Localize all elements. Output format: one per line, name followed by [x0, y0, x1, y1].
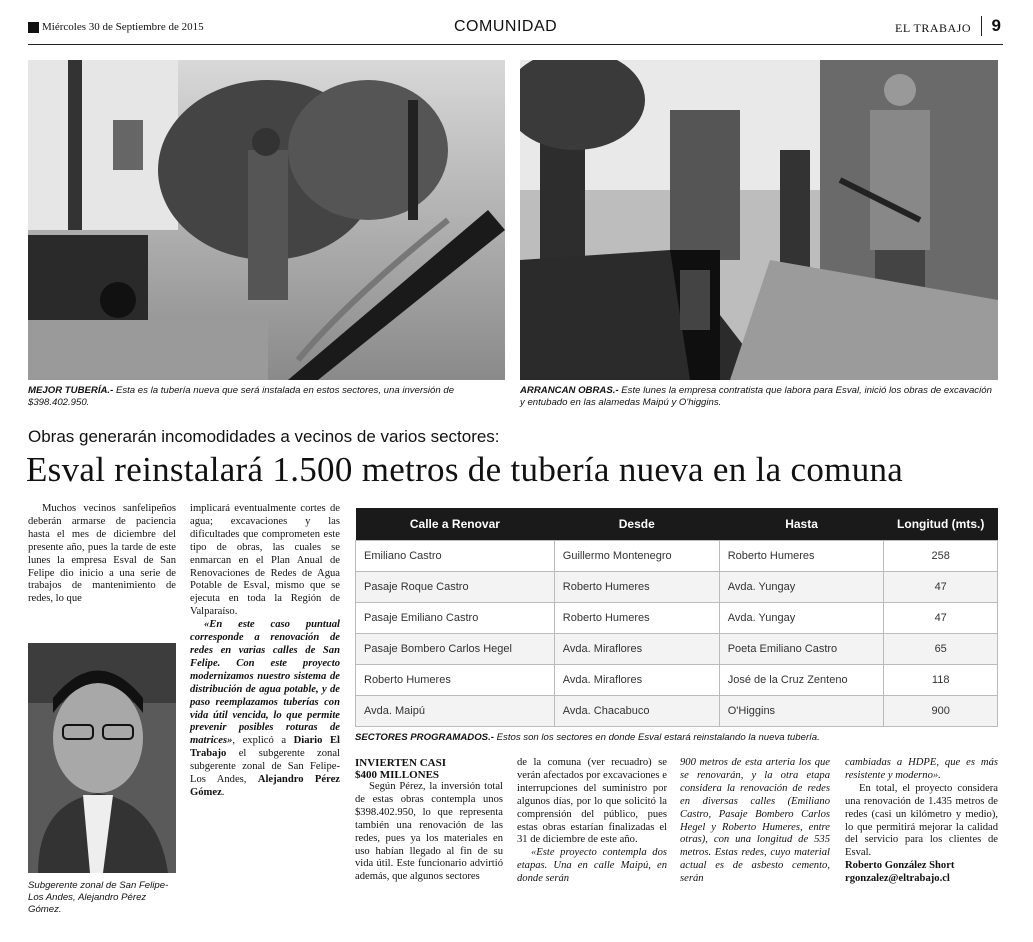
column-3 [355, 757, 503, 884]
portrait-image [28, 643, 176, 873]
pipe-photo-caption [28, 385, 505, 409]
table-header-row [356, 508, 998, 541]
square-bullet-icon [28, 22, 39, 33]
col4-paragraph: de la comuna (ver recuadro) se verán afectados por excavaciones e interrupciones del suministro por algunos días, por lo que solicitó la comprensión del público, pues estas obras estarían finalizadas el 31 de diciembre de este año. [517, 757, 667, 846]
table-cell: 47 [884, 603, 998, 634]
sectors-table [355, 508, 998, 727]
column-2 [190, 503, 340, 800]
table-cell: Avda. Miraflores [554, 665, 719, 696]
page-header [28, 18, 1003, 45]
table-header-cell: Longitud (mts.) [884, 508, 998, 541]
excavation-caption-text: Este lunes la empresa contratista que labora para Esval, inició los obras de excavación y entubado en las alamedas Maipú y O'higgins. [520, 385, 992, 408]
table-cell: Poeta Emiliano Castro [719, 634, 884, 665]
table-cell: O'Higgins [719, 696, 884, 727]
table-cell: Avda. Maipú [356, 696, 555, 727]
pipe-caption-lead: MEJOR TUBERÍA.- [28, 385, 114, 396]
article-kicker: Obras generarán incomodidades a vecinos de varios sectores: [28, 427, 500, 446]
table-cell: Roberto Humeres [554, 572, 719, 603]
col2-after-quote: , explicó a [232, 735, 294, 747]
table-row [356, 572, 998, 603]
table-cell: Emiliano Castro [356, 541, 555, 572]
article-headline: Esval reinstalará 1.500 metros de tubería nueva en la comuna [26, 450, 904, 489]
page-number: 9 [981, 16, 1001, 36]
col2-quote: «En este caso puntual corresponde a renovación de redes en varias calles de San Felipe. Con este proyecto modernizamos nuestro sistema de distribución de agua potable, y de paso reemplazamos tuberías con vida útil vencida, lo que permite prevenir posibles roturas de matrices» [190, 619, 340, 747]
table-row [356, 696, 998, 727]
col2-end: . [221, 786, 225, 798]
issue-date [28, 21, 204, 33]
col6-paragraph: En total, el proyecto considera una renovación de 1.435 metros de redes (casi un kilómetro y medio), lo que permitirá mejorar la calidad del servicio para los clientes de Esval. [845, 782, 998, 859]
table-header-cell: Calle a Renovar [356, 508, 555, 541]
table-cell: 118 [884, 665, 998, 696]
column-5 [680, 757, 830, 886]
portrait-caption: Subgerente zonal de San Felipe-Los Andes, Alejandro Pérez Gómez. [28, 880, 169, 915]
table-cell: Roberto Humeres [356, 665, 555, 696]
table-cell: Pasaje Roque Castro [356, 572, 555, 603]
excavation-photo-image [520, 60, 998, 380]
table-cell: Avda. Yungay [719, 572, 884, 603]
table-cell: Roberto Humeres [554, 603, 719, 634]
table-row [356, 634, 998, 665]
pipe-photo-image [28, 60, 505, 380]
author-name: Roberto González Short [845, 860, 955, 872]
table-row [356, 603, 998, 634]
section-name: COMUNIDAD [454, 18, 558, 35]
sectors-table-box [355, 508, 998, 727]
col2-paragraph: implicará eventualmente cortes de agua; excavaciones y las dificultades que comprometen este tipo de obras, las cuales se enmarcan en el Plan Anual de Renovaciones de Redes de Agua Potable de Esval, mismo que se ejecuta en toda la Región de Valparaíso. [190, 503, 340, 618]
table-caption [355, 732, 998, 744]
author-email: rgonzalez@eltrabajo.cl [845, 873, 950, 885]
excavation-photo [520, 60, 998, 380]
col2-outlet: Diario El Trabajo [190, 735, 340, 760]
col2-rest: el subgerente zonal subgerente zonal de San Felipe-Los Andes, [190, 748, 340, 786]
table-row [356, 541, 998, 572]
pipe-photo [28, 60, 505, 380]
table-header-cell: Desde [554, 508, 719, 541]
table-cell: Pasaje Emiliano Castro [356, 603, 555, 634]
pipe-caption-text: Esta es la tubería nueva que será instalada en estos sectores, una inversión de $398.402.950. [28, 385, 455, 408]
excavation-photo-caption [520, 385, 998, 409]
table-cell: Guillermo Montenegro [554, 541, 719, 572]
column-6 [845, 757, 998, 886]
table-cell: 900 [884, 696, 998, 727]
column-1 [28, 503, 176, 606]
table-caption-text: Estos son los sectores en donde Esval estará reinstalando la nueva tubería. [493, 732, 820, 743]
col6-quote-end: cambiadas a HDPE, que es más resistente y moderno». [845, 757, 998, 781]
table-header-cell: Hasta [719, 508, 884, 541]
newspaper-name: EL TRABAJO [894, 21, 971, 35]
col3-paragraph: Según Pérez, la inversión total de estas obras contempla unos $398.402.950, lo que representa también una renovación de las redes, pues ya los materiales en uso habían llegado al fin de su vida útil. Este funcionario advirtió además, que algunos sectores [355, 781, 503, 883]
col4-quote: «Este proyecto contempla dos etapas. Una en calle Maipú, en donde serán [517, 847, 667, 885]
table-caption-lead: SECTORES PROGRAMADOS.- [355, 732, 494, 743]
table-cell: 47 [884, 572, 998, 603]
col1-paragraph: Muchos vecinos sanfelipeños deberán armarse de paciencia hasta el mes de diciembre del presente año, pues la tarde de este lunes la empresa Esval de San Felipe dio inicio a una serie de trabajos de mantenimiento de redes, lo que [28, 503, 176, 605]
subhead-line-1: INVIERTEN CASI [355, 757, 446, 769]
date-text: Miércoles 30 de Septiembre de 2015 [42, 21, 204, 33]
portrait-photo [28, 643, 176, 873]
table-cell: 258 [884, 541, 998, 572]
table-cell: Avda. Miraflores [554, 634, 719, 665]
subhead-line-2: $400 MILLONES [355, 769, 440, 781]
table-cell: Roberto Humeres [719, 541, 884, 572]
table-cell: Pasaje Bombero Carlos Hegel [356, 634, 555, 665]
table-row [356, 665, 998, 696]
col5-paragraph: 900 metros de esta arteria los que se renovarán, y la otra etapa considera la renovación de redes en diversas calles (Emiliano Castro, Pasaje Bombero Carlos Hegel y Roberto Humeres, entre otras), con una longitud de 535 metros. Estas redes, cuyo material actual es de asbesto cemento, serán [680, 757, 830, 885]
table-cell: José de la Cruz Zenteno [719, 665, 884, 696]
table-cell: Avda. Chacabuco [554, 696, 719, 727]
excavation-caption-lead: ARRANCAN OBRAS.- [520, 385, 619, 396]
column-4 [517, 757, 667, 886]
table-cell: Avda. Yungay [719, 603, 884, 634]
col2-name: Alejandro Pérez Gómez [190, 774, 340, 798]
table-cell: 65 [884, 634, 998, 665]
